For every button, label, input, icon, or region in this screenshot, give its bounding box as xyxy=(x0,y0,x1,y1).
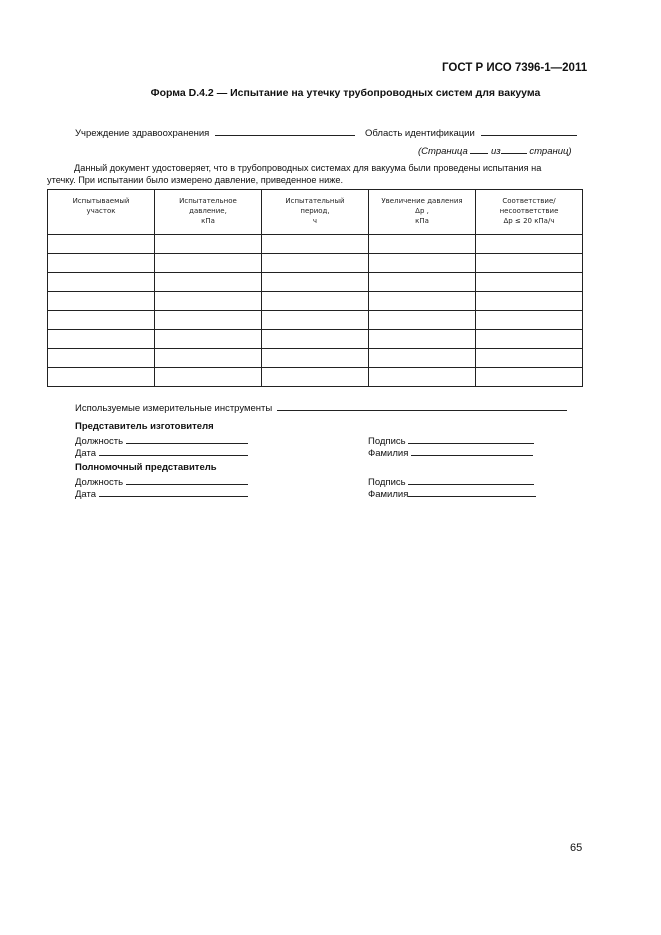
page-number: 65 xyxy=(570,842,583,854)
table-cell[interactable] xyxy=(369,311,476,330)
table-body xyxy=(48,235,583,387)
manufacturer-signature-label: Подпись xyxy=(368,436,406,447)
page-blank[interactable] xyxy=(470,143,488,154)
manufacturer-date-blank[interactable] xyxy=(99,445,248,456)
instruments-line xyxy=(75,400,567,414)
standard-code: ГОСТ Р ИСО 7396-1—2011 xyxy=(442,62,588,74)
table-cell[interactable] xyxy=(155,349,262,368)
table-cell[interactable] xyxy=(155,368,262,387)
table-cell[interactable] xyxy=(48,292,155,311)
table-cell[interactable] xyxy=(48,235,155,254)
area-label: Область идентификации xyxy=(365,128,475,139)
table-row xyxy=(48,235,583,254)
of-label: из xyxy=(491,146,501,157)
institution-blank[interactable] xyxy=(215,125,355,136)
table-row xyxy=(48,254,583,273)
authorized-position-label: Должность xyxy=(75,477,124,488)
table-row xyxy=(48,368,583,387)
table-cell[interactable] xyxy=(369,292,476,311)
intro-line-1: Данный документ удостоверяет, что в трубопроводных системах для вакуума были проведены испытания на xyxy=(74,163,542,173)
table-header-row xyxy=(48,190,583,235)
authorized-signature-blank[interactable] xyxy=(408,474,534,485)
table-cell[interactable] xyxy=(262,273,369,292)
table-cell[interactable] xyxy=(369,368,476,387)
table-cell[interactable] xyxy=(48,311,155,330)
table-cell[interactable] xyxy=(155,330,262,349)
table-cell[interactable] xyxy=(48,349,155,368)
header-compliance: Соответствие/ несоответствие Δp ≤ 20 кПа/ч xyxy=(476,190,583,235)
authorized-signature-label: Подпись xyxy=(368,477,406,488)
table-cell[interactable] xyxy=(48,254,155,273)
pages-label: страниц) xyxy=(529,146,572,157)
table-cell[interactable] xyxy=(262,368,369,387)
header-pressure-increase: Увеличение давления Δp , кПа xyxy=(369,190,476,235)
manufacturer-title: Представитель изготовителя xyxy=(75,421,214,432)
manufacturer-position-label: Должность xyxy=(75,436,124,447)
table-cell[interactable] xyxy=(369,235,476,254)
manufacturer-signature-blank[interactable] xyxy=(408,433,534,444)
manufacturer-surname-blank[interactable] xyxy=(411,445,533,456)
authorized-surname-blank[interactable] xyxy=(408,486,536,497)
page-count-line xyxy=(418,143,572,157)
table-cell[interactable] xyxy=(262,235,369,254)
table-cell[interactable] xyxy=(369,330,476,349)
manufacturer-position-blank[interactable] xyxy=(126,433,248,444)
table-cell[interactable] xyxy=(369,273,476,292)
table-cell[interactable] xyxy=(262,254,369,273)
table-cell[interactable] xyxy=(155,235,262,254)
table-cell[interactable] xyxy=(476,254,583,273)
table-row xyxy=(48,273,583,292)
total-blank[interactable] xyxy=(501,143,527,154)
table-row xyxy=(48,292,583,311)
table-row xyxy=(48,311,583,330)
manufacturer-date-label: Дата xyxy=(75,448,97,459)
table-cell[interactable] xyxy=(262,311,369,330)
form-title: Форма D.4.2 — Испытание на утечку трубопроводных систем для вакуума xyxy=(150,87,541,99)
instruments-label: Используемые измерительные инструменты xyxy=(75,403,273,414)
table-cell[interactable] xyxy=(48,273,155,292)
area-line xyxy=(365,125,577,139)
header-test-period: Испытательный период, ч xyxy=(262,190,369,235)
authorized-date-label: Дата xyxy=(75,489,97,500)
table-cell[interactable] xyxy=(262,349,369,368)
table-cell[interactable] xyxy=(155,292,262,311)
table-cell[interactable] xyxy=(476,273,583,292)
institution-line xyxy=(75,125,355,139)
table-cell[interactable] xyxy=(476,349,583,368)
table-cell[interactable] xyxy=(476,292,583,311)
authorized-date-line xyxy=(75,486,248,500)
table-cell[interactable] xyxy=(262,330,369,349)
authorized-date-blank[interactable] xyxy=(99,486,248,497)
leak-test-table xyxy=(47,189,583,387)
table-cell[interactable] xyxy=(369,349,476,368)
table-cell[interactable] xyxy=(476,311,583,330)
page-label: (Страница xyxy=(418,146,468,157)
instruments-blank[interactable] xyxy=(277,400,567,411)
table-cell[interactable] xyxy=(262,292,369,311)
table-cell[interactable] xyxy=(155,273,262,292)
authorized-surname-line xyxy=(368,486,536,500)
table-cell[interactable] xyxy=(476,235,583,254)
authorized-position-blank[interactable] xyxy=(126,474,248,485)
manufacturer-date-line xyxy=(75,445,248,459)
table-cell[interactable] xyxy=(48,368,155,387)
table-cell[interactable] xyxy=(476,368,583,387)
table-cell[interactable] xyxy=(155,254,262,273)
table-cell[interactable] xyxy=(155,311,262,330)
manufacturer-surname-label: Фамилия xyxy=(368,448,409,459)
intro-paragraph xyxy=(47,162,585,186)
header-test-pressure: Испытательное давление, кПа xyxy=(155,190,262,235)
header-section: Испытываемый участок xyxy=(48,190,155,235)
manufacturer-surname-line xyxy=(368,445,533,459)
table-row xyxy=(48,330,583,349)
table-row xyxy=(48,349,583,368)
institution-label: Учреждение здравоохранения xyxy=(75,128,210,139)
area-blank[interactable] xyxy=(481,125,577,136)
table-cell[interactable] xyxy=(476,330,583,349)
intro-line-2: утечку. При испытании было измерено давление, приведенное ниже. xyxy=(47,175,344,185)
table-cell[interactable] xyxy=(369,254,476,273)
table-cell[interactable] xyxy=(48,330,155,349)
authorized-surname-label: Фамилия xyxy=(368,489,409,500)
authorized-title: Полномочный представитель xyxy=(75,462,217,473)
